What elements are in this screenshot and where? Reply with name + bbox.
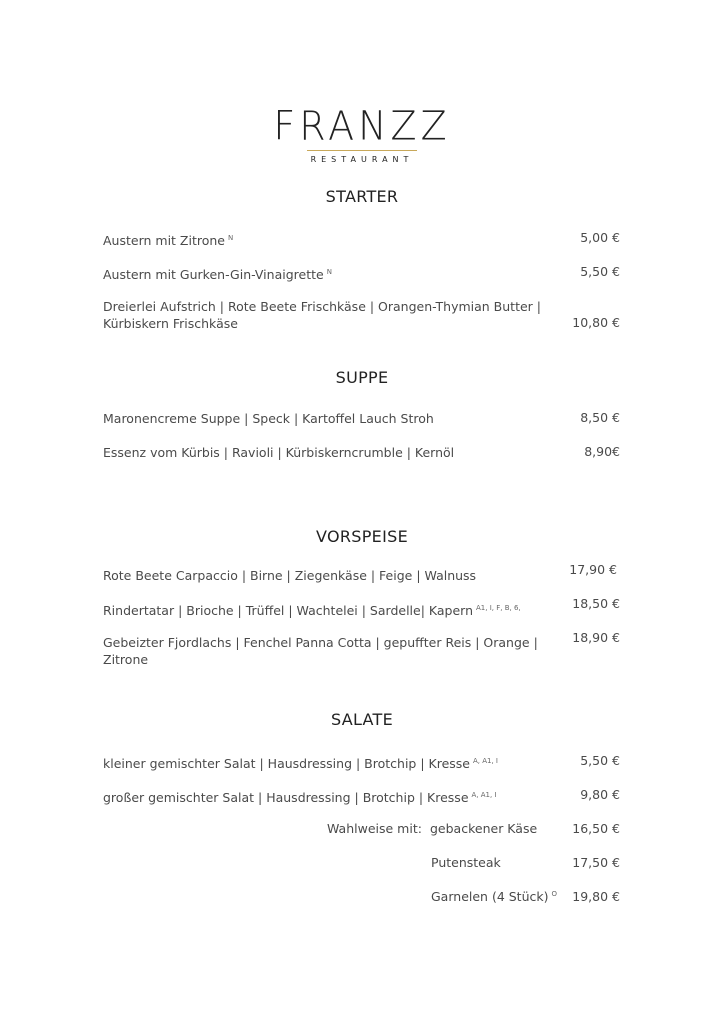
menu-item <box>103 787 543 806</box>
menu-item-price: 5,00 € <box>580 230 620 245</box>
menu-item-name: kleiner gemischter Salat | Hausdressing | Brotchip | Kresse <box>103 756 470 771</box>
allergen-note: N <box>227 234 234 242</box>
option-name: gebackener Käse <box>430 821 538 836</box>
menu-item-price: 17,90 € <box>569 562 617 577</box>
section-title-vorspeise: VORSPEISE <box>316 527 408 546</box>
option-price: 17,50 € <box>572 855 620 870</box>
allergen-note: N <box>326 268 332 276</box>
menu-item <box>103 444 543 461</box>
menu-item-name: Rote Beete Carpaccio | Birne | Ziegenkäse | Feige | Walnuss <box>103 568 477 583</box>
allergen-note: A, A1, I <box>473 757 498 765</box>
allergen-note: A1, I, F, B, 6, <box>476 604 521 612</box>
menu-item <box>103 410 543 427</box>
menu-item <box>103 753 543 772</box>
menu-item <box>103 567 543 584</box>
menu-item <box>103 634 573 668</box>
option-price: 19,80 € <box>572 889 620 904</box>
allergen-note: A, A1, I <box>471 791 497 799</box>
logo-title: FRANZZ <box>273 102 451 150</box>
menu-item-name: großer gemischter Salat | Hausdressing | Brotchip | Kresse <box>103 790 469 805</box>
allergen-note: O <box>551 890 558 898</box>
section-title-starter: STARTER <box>325 187 399 206</box>
restaurant-logo <box>0 104 724 164</box>
menu-item-name-line1: Dreierlei Aufstrich | Rote Beete Frischkäse | Orangen-Thymian Butter | <box>103 299 541 314</box>
option-item <box>431 889 557 904</box>
menu-item-name: Austern mit Zitrone <box>103 233 225 248</box>
options-label: Wahlweise mit: <box>327 821 422 836</box>
menu-item-price: 5,50 € <box>580 264 620 279</box>
menu-item-price: 18,90 € <box>572 630 620 645</box>
menu-item-name-line2: Kürbiskern Frischkäse <box>103 316 238 331</box>
section-title-suppe: SUPPE <box>335 368 389 387</box>
menu-item-price: 5,50 € <box>580 753 620 768</box>
menu-item-price: 18,50 € <box>572 596 620 611</box>
menu-item-name: Essenz vom Kürbis | Ravioli | Kürbiskerncrumble | Kernöl <box>103 445 455 460</box>
logo-divider <box>307 150 417 151</box>
menu-item <box>103 600 543 619</box>
menu-item-name: Maronencreme Suppe | Speck | Kartoffel Lauch Stroh <box>103 411 434 426</box>
option-name: Putensteak <box>431 855 501 870</box>
menu-item-price: 9,80 € <box>580 787 620 802</box>
section-title-salate: SALATE <box>330 710 394 729</box>
menu-item-name: Gebeizter Fjordlachs | Fenchel Panna Cotta | gepuffter Reis | Orange | Zitrone <box>103 635 538 667</box>
menu-item <box>103 230 543 249</box>
option-price: 16,50 € <box>572 821 620 836</box>
menu-item-name: Rindertatar | Brioche | Trüffel | Wachtelei | Sardelle| Kapern <box>103 603 474 618</box>
menu-item-price: 10,80 € <box>572 315 620 330</box>
menu-item-name: Austern mit Gurken-Gin-Vinaigrette <box>103 267 324 282</box>
option-name: Garnelen (4 Stück) <box>431 889 549 904</box>
menu-item-price: 8,90€ <box>584 444 620 459</box>
logo-subtitle: RESTAURANT <box>310 155 414 164</box>
menu-item <box>103 298 563 332</box>
menu-item-price: 8,50 € <box>580 410 620 425</box>
menu-item <box>103 264 543 283</box>
